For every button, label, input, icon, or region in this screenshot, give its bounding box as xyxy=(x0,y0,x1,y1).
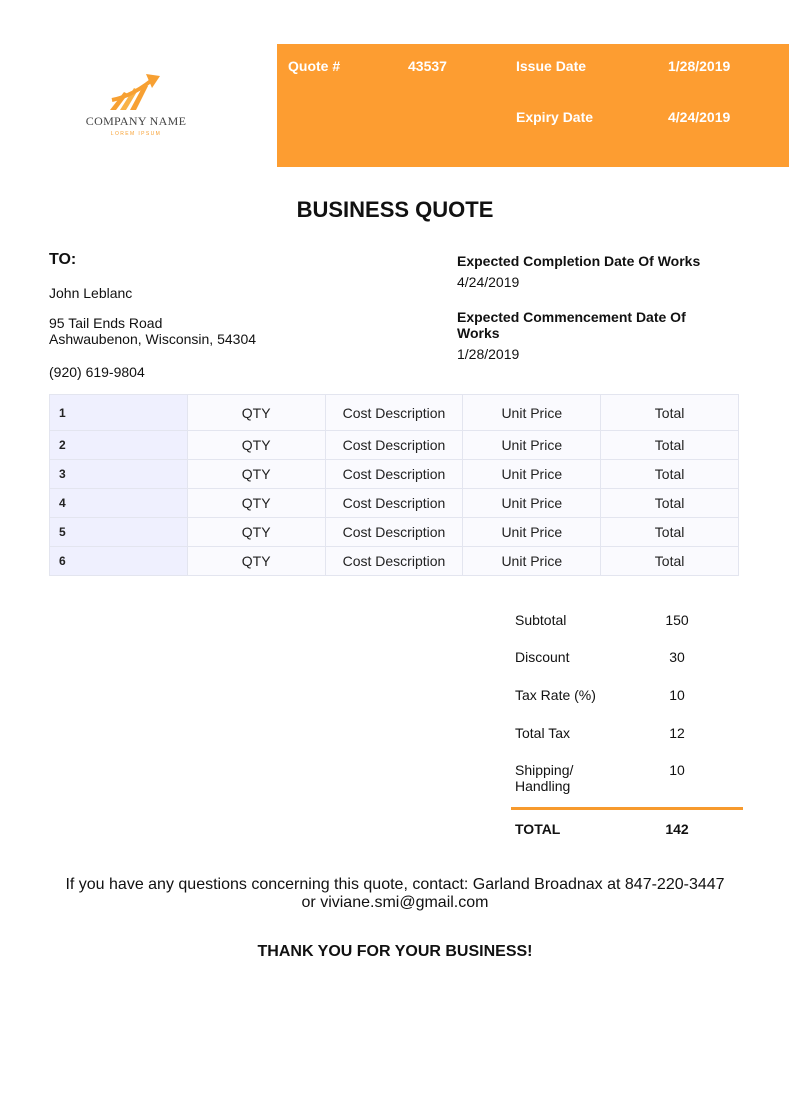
total-cell: Total xyxy=(601,395,739,431)
total-cell: Total xyxy=(601,518,739,547)
qty-cell: QTY xyxy=(187,518,325,547)
commencement-date-label-line2: Works xyxy=(457,325,500,341)
quote-number-label: Quote # xyxy=(288,58,341,74)
unit-price-cell: Unit Price xyxy=(463,395,601,431)
grand-total-label: TOTAL xyxy=(515,821,561,837)
qty-cell: QTY xyxy=(187,431,325,460)
unit-price-cell: Unit Price xyxy=(463,431,601,460)
table-row xyxy=(50,518,739,547)
total-cell: Total xyxy=(601,431,739,460)
row-number: 1 xyxy=(50,395,188,431)
table-row xyxy=(50,489,739,518)
description-cell: Cost Description xyxy=(325,395,463,431)
total-tax-value: 12 xyxy=(669,725,685,741)
description-cell: Cost Description xyxy=(325,460,463,489)
shipping-label-line1: Shipping/ xyxy=(515,762,574,778)
unit-price-cell: Unit Price xyxy=(463,518,601,547)
qty-cell: QTY xyxy=(187,395,325,431)
company-logo xyxy=(84,72,188,137)
unit-price-cell: Unit Price xyxy=(463,460,601,489)
commencement-date-value: 1/28/2019 xyxy=(457,346,520,362)
contact-line2: or viviane.smi@gmail.com xyxy=(301,894,489,911)
completion-date-label: Expected Completion Date Of Works xyxy=(457,253,701,269)
issue-date-value: 1/28/2019 xyxy=(668,58,731,74)
unit-price-cell: Unit Price xyxy=(463,489,601,518)
recipient-address-line2: Ashwaubenon, Wisconsin, 54304 xyxy=(49,331,257,347)
subtotal-value: 150 xyxy=(665,612,689,628)
row-number: 5 xyxy=(50,518,188,547)
totals-divider xyxy=(511,807,743,810)
description-cell: Cost Description xyxy=(325,547,463,576)
recipient-phone: (920) 619-9804 xyxy=(49,364,145,380)
shipping-value: 10 xyxy=(669,762,685,778)
row-number: 2 xyxy=(50,431,188,460)
row-number: 4 xyxy=(50,489,188,518)
shipping-label-line2: Handling xyxy=(515,778,571,794)
company-tagline: LOREM IPSUM xyxy=(110,131,162,137)
quote-number-value: 43537 xyxy=(408,58,447,74)
contact-note xyxy=(0,876,790,912)
subtotal-label: Subtotal xyxy=(515,612,567,628)
total-cell: Total xyxy=(601,489,739,518)
recipient-label: TO: xyxy=(49,251,77,268)
tax-rate-label: Tax Rate (%) xyxy=(515,687,596,703)
qty-cell: QTY xyxy=(187,460,325,489)
thank-you-message: THANK YOU FOR YOUR BUSINESS! xyxy=(257,943,533,960)
recipient-address-line1: 95 Tail Ends Road xyxy=(49,315,163,331)
row-number: 6 xyxy=(50,547,188,576)
unit-price-cell: Unit Price xyxy=(463,547,601,576)
contact-line1: If you have any questions concerning this quote, contact: Garland Broadnax at 847-220-3447 xyxy=(65,876,725,893)
commencement-date-label-line1: Expected Commencement Date Of xyxy=(457,309,686,325)
total-cell: Total xyxy=(601,547,739,576)
issue-date-label: Issue Date xyxy=(516,58,587,74)
table-row xyxy=(50,547,739,576)
grand-total-value: 142 xyxy=(665,821,689,837)
recipient-name: John Leblanc xyxy=(49,285,133,301)
completion-date-value: 4/24/2019 xyxy=(457,274,520,290)
tax-rate-value: 10 xyxy=(669,687,685,703)
quote-header-box xyxy=(277,44,789,167)
discount-label: Discount xyxy=(515,649,570,665)
qty-cell: QTY xyxy=(187,489,325,518)
total-cell: Total xyxy=(601,460,739,489)
table-row xyxy=(50,460,739,489)
row-number: 3 xyxy=(50,460,188,489)
line-items-table xyxy=(49,394,739,576)
expiry-date-value: 4/24/2019 xyxy=(668,109,731,125)
qty-cell: QTY xyxy=(187,547,325,576)
company-name: COMPANY NAME xyxy=(85,114,187,128)
rising-arrow-logo-icon xyxy=(106,72,166,112)
description-cell: Cost Description xyxy=(325,431,463,460)
description-cell: Cost Description xyxy=(325,518,463,547)
total-tax-label: Total Tax xyxy=(515,725,570,741)
description-cell: Cost Description xyxy=(325,489,463,518)
table-row xyxy=(50,395,739,431)
expiry-date-label: Expiry Date xyxy=(516,109,594,125)
document-title: BUSINESS QUOTE xyxy=(296,197,494,222)
table-row xyxy=(50,431,739,460)
discount-value: 30 xyxy=(669,649,685,665)
